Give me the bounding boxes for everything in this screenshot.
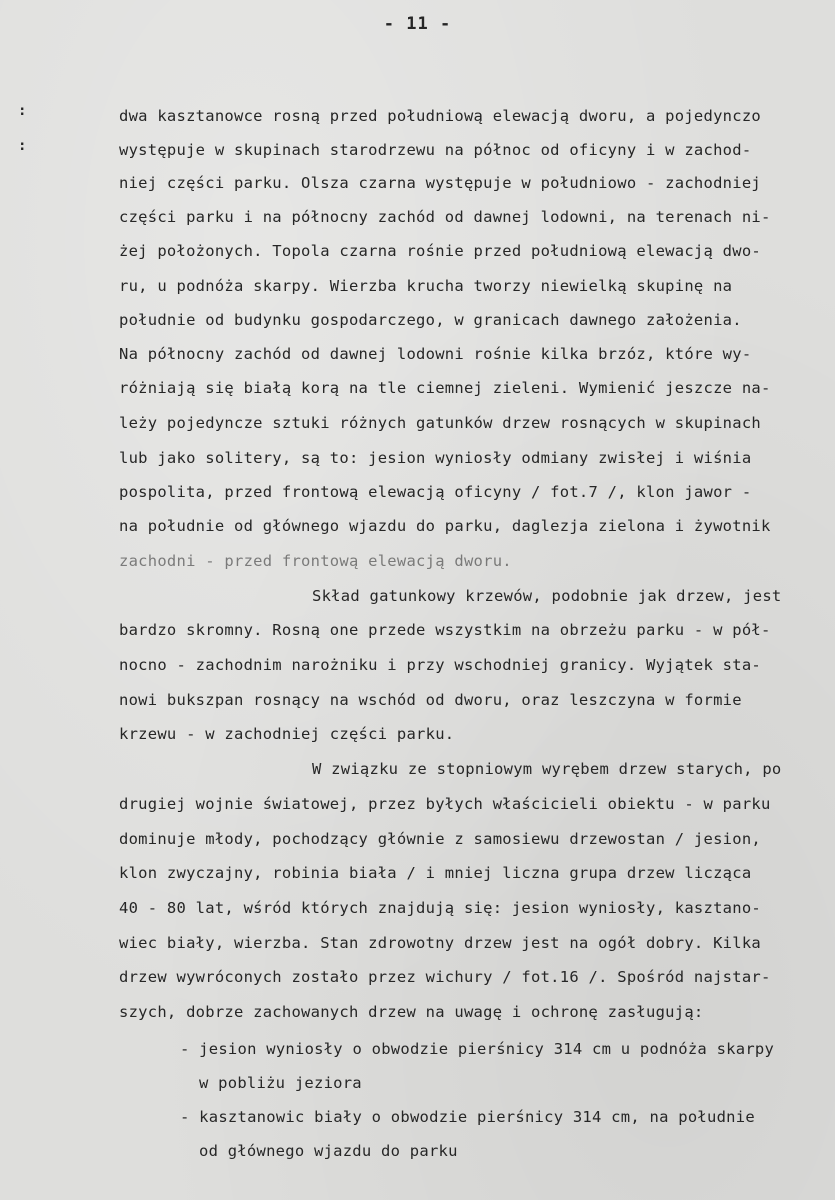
text-line: dwa kasztanowce rosną przed południową elewacją dworu, a pojedynczo bbox=[119, 107, 761, 125]
text-line: krzewu - w zachodniej części parku. bbox=[119, 725, 455, 743]
text-line: żej położonych. Topola czarna rośnie przed południową elewacją dwo- bbox=[119, 242, 761, 260]
list-item: - kasztanowic biały o obwodzie pierśnicy 314 cm, na południe bbox=[180, 1108, 755, 1126]
text-line: drugiej wojnie światowej, przez byłych właścicieli obiektu - w parku bbox=[119, 795, 771, 813]
text-line: klon zwyczajny, robinia biała / i mniej liczna grupa drzew licząca bbox=[119, 864, 752, 882]
text-line: wiec biały, wierzba. Stan zdrowotny drzew jest na ogół dobry. Kilka bbox=[119, 934, 761, 952]
text-line: na południe od głównego wjazdu do parku, daglezja zielona i żywotnik bbox=[119, 517, 771, 535]
text-line: bardzo skromny. Rosną one przede wszystkim na obrzeżu parku - w pół- bbox=[119, 621, 771, 639]
text-line: nowi bukszpan rosnący na wschód od dworu, oraz leszczyna w formie bbox=[119, 691, 742, 709]
text-line: lub jako solitery, są to: jesion wyniosły odmiany zwisłej i wiśnia bbox=[119, 449, 752, 467]
margin-mark: : bbox=[18, 103, 27, 119]
list-item-continuation: w pobliżu jeziora bbox=[199, 1074, 362, 1092]
text-line: zachodni - przed frontową elewacją dworu. bbox=[119, 552, 512, 570]
text-line: Skład gatunkowy krzewów, podobnie jak drzew, jest bbox=[312, 587, 782, 605]
text-line: szych, dobrze zachowanych drzew na uwagę i ochronę zasługują: bbox=[119, 1003, 704, 1021]
text-line: dominuje młody, pochodzący głównie z samosiewu drzewostan / jesion, bbox=[119, 830, 761, 848]
list-item: - jesion wyniosły o obwodzie pierśnicy 314 cm u podnóża skarpy bbox=[180, 1040, 775, 1058]
text-line: 40 - 80 lat, wśród których znajdują się: jesion wyniosły, kasztano- bbox=[119, 899, 761, 917]
text-line: leży pojedyncze sztuki różnych gatunków drzew rosnących w skupinach bbox=[119, 414, 761, 432]
text-line: nocno - zachodnim narożniku i przy wschodniej granicy. Wyjątek sta- bbox=[119, 656, 761, 674]
text-line: różniają się białą korą na tle ciemnej zieleni. Wymienić jeszcze na- bbox=[119, 379, 771, 397]
text-line: południe od budynku gospodarczego, w granicach dawnego założenia. bbox=[119, 311, 742, 329]
text-line: Na północny zachód od dawnej lodowni rośnie kilka brzóz, które wy- bbox=[119, 345, 752, 363]
text-line: niej części parku. Olsza czarna występuje w południowo - zachodniej bbox=[119, 174, 761, 192]
margin-mark: : bbox=[18, 138, 27, 154]
text-line: drzew wywróconych zostało przez wichury / fot.16 /. Spośród najstar- bbox=[119, 968, 771, 986]
page-number: - 11 - bbox=[383, 14, 452, 34]
text-line: występuje w skupinach starodrzewu na północ od oficyny i w zachod- bbox=[119, 141, 752, 159]
text-line: ru, u podnóża skarpy. Wierzba krucha tworzy niewielką skupinę na bbox=[119, 277, 733, 295]
text-line: części parku i na północny zachód od dawnej lodowni, na terenach ni- bbox=[119, 208, 771, 226]
text-line: pospolita, przed frontową elewacją oficyny / fot.7 /, klon jawor - bbox=[119, 483, 752, 501]
list-item-continuation: od głównego wjazdu do parku bbox=[199, 1142, 458, 1160]
text-line: W związku ze stopniowym wyrębem drzew starych, po bbox=[312, 760, 782, 778]
